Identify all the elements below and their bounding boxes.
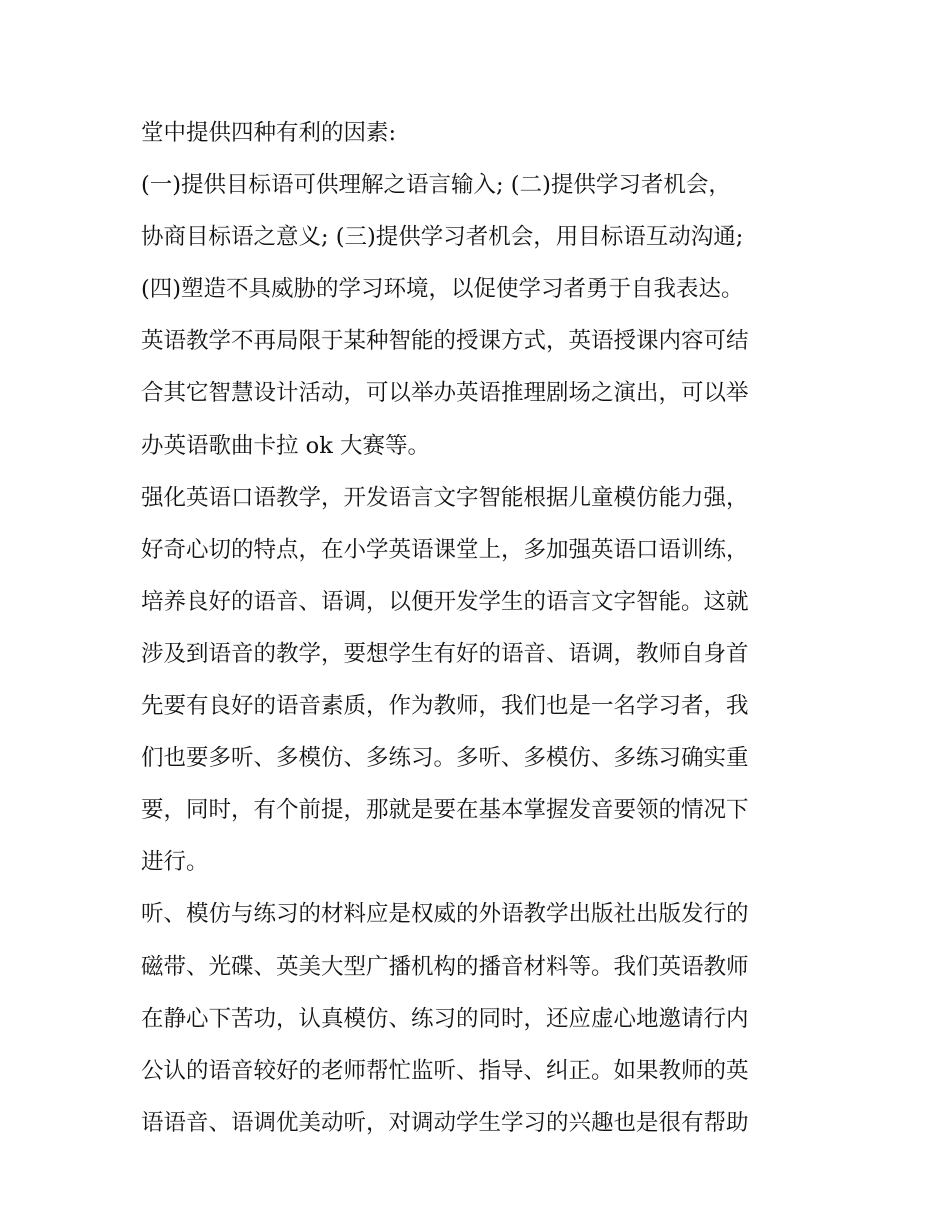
text-line: 强化英语口语教学，开发语言文字智能根据儿童模仿能力强， <box>141 484 749 511</box>
text-line: (一)提供目标语可供理解之语言输入; (二)提供学习者机会， <box>141 172 731 199</box>
text-line: 磁带、光碟、英美大型广播机构的播音材料等。我们英语教师 <box>141 953 749 980</box>
text-line: 英语教学不再局限于某种智能的授课方式，英语授课内容可结 <box>141 328 749 355</box>
text-line: 公认的语音较好的老师帮忙监听、指导、纠正。如果教师的英 <box>141 1057 749 1084</box>
text-line: 进行。 <box>141 849 209 876</box>
text-line: 在静心下苦功，认真模仿、练习的同时，还应虚心地邀请行内 <box>141 1005 749 1032</box>
body-text <box>141 107 821 1149</box>
text-line: 语语音、语调优美动听，对调动学生学习的兴趣也是很有帮助 <box>141 1109 749 1136</box>
text-line: 合其它智慧设计活动，可以举办英语推理剧场之演出，可以举 <box>141 380 749 407</box>
text-line: 堂中提供四种有利的因素: <box>141 120 397 146</box>
text-line: 要，同时，有个前提，那就是要在基本掌握发音要领的情况下 <box>141 797 749 824</box>
text-line: 涉及到语音的教学，要想学生有好的语音、语调，教师自身首 <box>141 640 749 667</box>
text-line: 培养良好的语音、语调，以便开发学生的语言文字智能。这就 <box>141 588 749 615</box>
text-line: 们也要多听、多模仿、多练习。多听、多模仿、多练习确实重 <box>141 745 749 772</box>
text-line: 办英语歌曲卡拉 ok 大赛等。 <box>141 432 430 459</box>
text-line: 好奇心切的特点，在小学英语课堂上，多加强英语口语训练， <box>141 536 749 563</box>
text-line: (四)塑造不具威胁的学习环境，以促使学习者勇于自我表达。 <box>141 276 744 303</box>
text-line: 听、模仿与练习的材料应是权威的外语教学出版社出版发行的 <box>141 901 749 928</box>
text-line: 先要有良好的语音素质，作为教师，我们也是一名学习者，我 <box>141 693 749 720</box>
text-line: 协商目标语之意义; (三)提供学习者机会，用目标语互动沟通; <box>141 224 744 251</box>
